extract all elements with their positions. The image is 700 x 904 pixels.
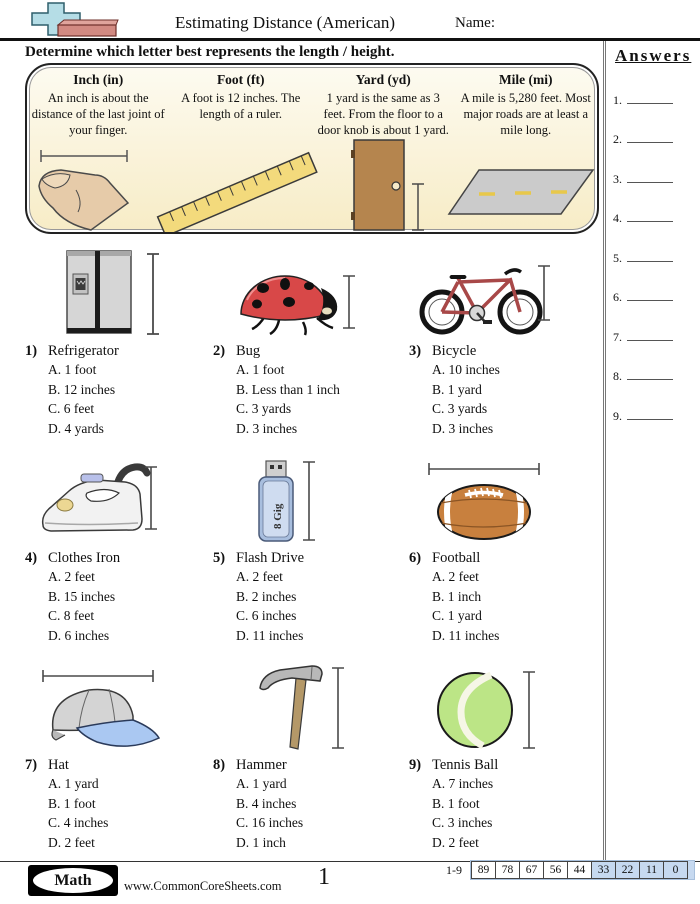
question-label: Bug [236,343,261,359]
info-title-yard: Yard (yd) [355,72,411,87]
question-number: 7) [25,757,38,773]
question-number: 8) [213,757,226,773]
score-tracker [446,860,695,880]
question-row-2 [25,453,601,645]
option-c: C. 6 inches [236,608,297,623]
option-a: A. 2 feet [236,569,283,584]
info-text-yard: 1 yard is the same as 3 feet. From the floor to a door knob is about 1 yard. [317,91,449,137]
option-c: C. 6 feet [48,401,95,416]
info-title-mile: Mile (mi) [498,72,553,87]
answer-blank-6[interactable] [627,288,673,301]
flash-drive-label: 8 Gig [272,503,284,529]
option-a: A. 2 feet [432,569,479,584]
answer-number: 8. [613,369,622,383]
info-col-inch [27,72,170,138]
question-number: 6) [409,550,422,566]
question-title [25,343,213,360]
question-title [25,550,213,567]
answer-line-5 [613,249,700,264]
answer-number: 5. [613,250,622,265]
option-d: D. 2 feet [432,834,479,850]
answer-line-4 [613,209,700,224]
answers-panel [603,41,700,860]
question-3 [409,246,601,438]
question-4 [25,453,213,645]
answer-blank-1[interactable] [627,91,673,104]
ladybug-image [227,264,359,338]
football-image [423,459,555,545]
info-title-foot: Foot (ft) [216,72,265,87]
answer-blank-8[interactable] [627,367,673,380]
option-c: C. 1 yard [432,608,482,623]
score-cell: 89 [471,861,496,879]
subject-badge [28,865,118,896]
hammer-image [246,662,348,752]
option-b: B. 1 foot [48,795,96,811]
answer-line-9 [613,407,700,422]
answer-number: 6. [613,290,622,304]
option-d: D. 2 feet [48,834,95,850]
option-b: B. 2 inches [236,588,297,604]
option-a: A. 1 yard [236,776,287,791]
score-cell: 67 [519,861,544,879]
question-number: 4) [25,550,38,566]
info-col-mile [455,72,598,138]
score-cell: 0 [663,861,688,879]
option-d: D. 6 inches [48,627,110,643]
option-d: D. 1 inch [236,834,286,850]
option-b: B. 12 inches [48,381,116,397]
questions-grid [25,246,601,852]
subject-label: Math [33,868,113,893]
option-a: A. 10 inches [432,362,500,377]
answer-blank-9[interactable] [627,407,673,420]
option-c: C. 8 feet [48,608,95,623]
score-cell: 11 [639,861,664,879]
answer-line-2 [613,130,700,145]
option-d: D. 4 yards [48,420,104,436]
option-b: B. 15 inches [48,588,116,604]
refrigerator-image [55,248,167,338]
question-label: Football [432,550,481,566]
answer-number: 7. [613,329,622,344]
question-label: Bicycle [432,343,477,359]
option-b: B. Less than 1 inch [236,381,340,397]
question-title [409,550,601,567]
option-c: C. 3 yards [236,401,292,416]
question-number: 2) [213,343,226,359]
page-number: 1 [318,864,330,890]
answer-number: 1. [613,92,622,107]
answer-number: 4. [613,211,622,225]
question-7 [25,660,213,852]
road-icon [447,152,597,232]
option-d: D. 3 inches [432,420,494,436]
door-icon [330,138,440,232]
answer-line-7 [613,328,700,343]
score-cell: 56 [543,861,568,879]
info-text-foot: A foot is 12 inches. The length of a ruler. [181,91,301,121]
score-cell: 22 [615,861,640,879]
question-8 [213,660,409,852]
answer-blank-3[interactable] [627,170,673,183]
instruction-text: Determine which letter best represents the length / height. [25,44,395,60]
score-cell: 44 [567,861,592,879]
option-b: B. 4 inches [236,795,297,811]
question-label: Clothes Iron [48,550,121,566]
answer-number: 2. [613,132,622,146]
option-a: A. 1 yard [48,776,99,791]
info-text-mile: A mile is 5,280 feet. Most major roads are at least a mile long. [460,91,591,137]
question-6 [409,453,601,645]
question-title [213,550,409,567]
question-row-3 [25,660,601,852]
option-a: A. 1 foot [48,362,97,377]
answer-blank-5[interactable] [627,249,673,262]
question-title [25,757,213,774]
question-title [213,757,409,774]
option-a: A. 1 foot [236,362,285,377]
option-a: A. 7 inches [432,776,494,791]
page-title: Estimating Distance (American) [175,13,395,32]
question-number: 9) [409,757,422,773]
answer-line-8 [613,367,700,382]
score-cells [470,860,695,880]
question-label: Hammer [236,757,287,773]
question-label: Tennis Ball [432,757,499,773]
info-col-yard [312,72,455,138]
flash-drive-image [241,459,321,545]
answer-line-6 [613,288,700,303]
answer-blank-4[interactable] [627,209,673,222]
question-1 [25,246,213,438]
question-row-1 [25,246,601,438]
answer-line-1 [613,91,700,106]
answer-number: 9. [613,408,622,423]
clothes-iron-image [37,457,159,545]
info-text-inch: An inch is about the distance of the last joint of your finger. [31,91,165,137]
score-cell: 78 [495,861,520,879]
answer-blank-2[interactable] [627,130,673,143]
question-9 [409,660,601,852]
option-d: D. 11 inches [236,627,304,643]
option-c: C. 4 inches [48,815,109,830]
commoncoresheets-logo-icon [28,2,120,38]
info-title-inch: Inch (in) [73,72,124,87]
score-cell: 33 [591,861,616,879]
option-d: D. 11 inches [432,627,500,643]
website-url: www.CommonCoreSheets.com [124,879,282,893]
option-b: B. 1 yard [432,381,482,397]
units-info-box [25,63,599,234]
option-b: B. 1 inch [432,588,482,604]
question-number: 3) [409,343,422,359]
answer-line-3 [613,170,700,185]
question-5 [213,453,409,645]
header [0,0,700,41]
question-title [213,343,409,360]
option-c: C. 3 inches [432,815,493,830]
answers-title: Answers [615,46,692,65]
name-label: Name: [455,15,495,31]
hat-image [35,668,170,752]
answer-blank-7[interactable] [627,328,673,341]
question-2 [213,246,409,438]
question-number: 1) [25,343,38,359]
option-c: C. 16 inches [236,815,304,830]
question-title [409,757,601,774]
question-label: Hat [48,757,69,773]
option-a: A. 2 feet [48,569,95,584]
answer-number: 3. [613,171,622,186]
score-range-label: 1-9 [446,862,462,877]
option-d: D. 3 inches [236,420,298,436]
info-col-foot [170,72,313,138]
option-b: B. 1 foot [432,795,480,811]
option-c: C. 3 yards [432,401,488,416]
question-number: 5) [213,550,226,566]
ruler-icon [151,144,323,232]
question-label: Refrigerator [48,343,119,359]
bicycle-image [413,258,551,338]
question-label: Flash Drive [236,550,305,566]
finger-icon [29,144,149,232]
tennis-ball-image [429,666,541,752]
question-title [409,343,601,360]
